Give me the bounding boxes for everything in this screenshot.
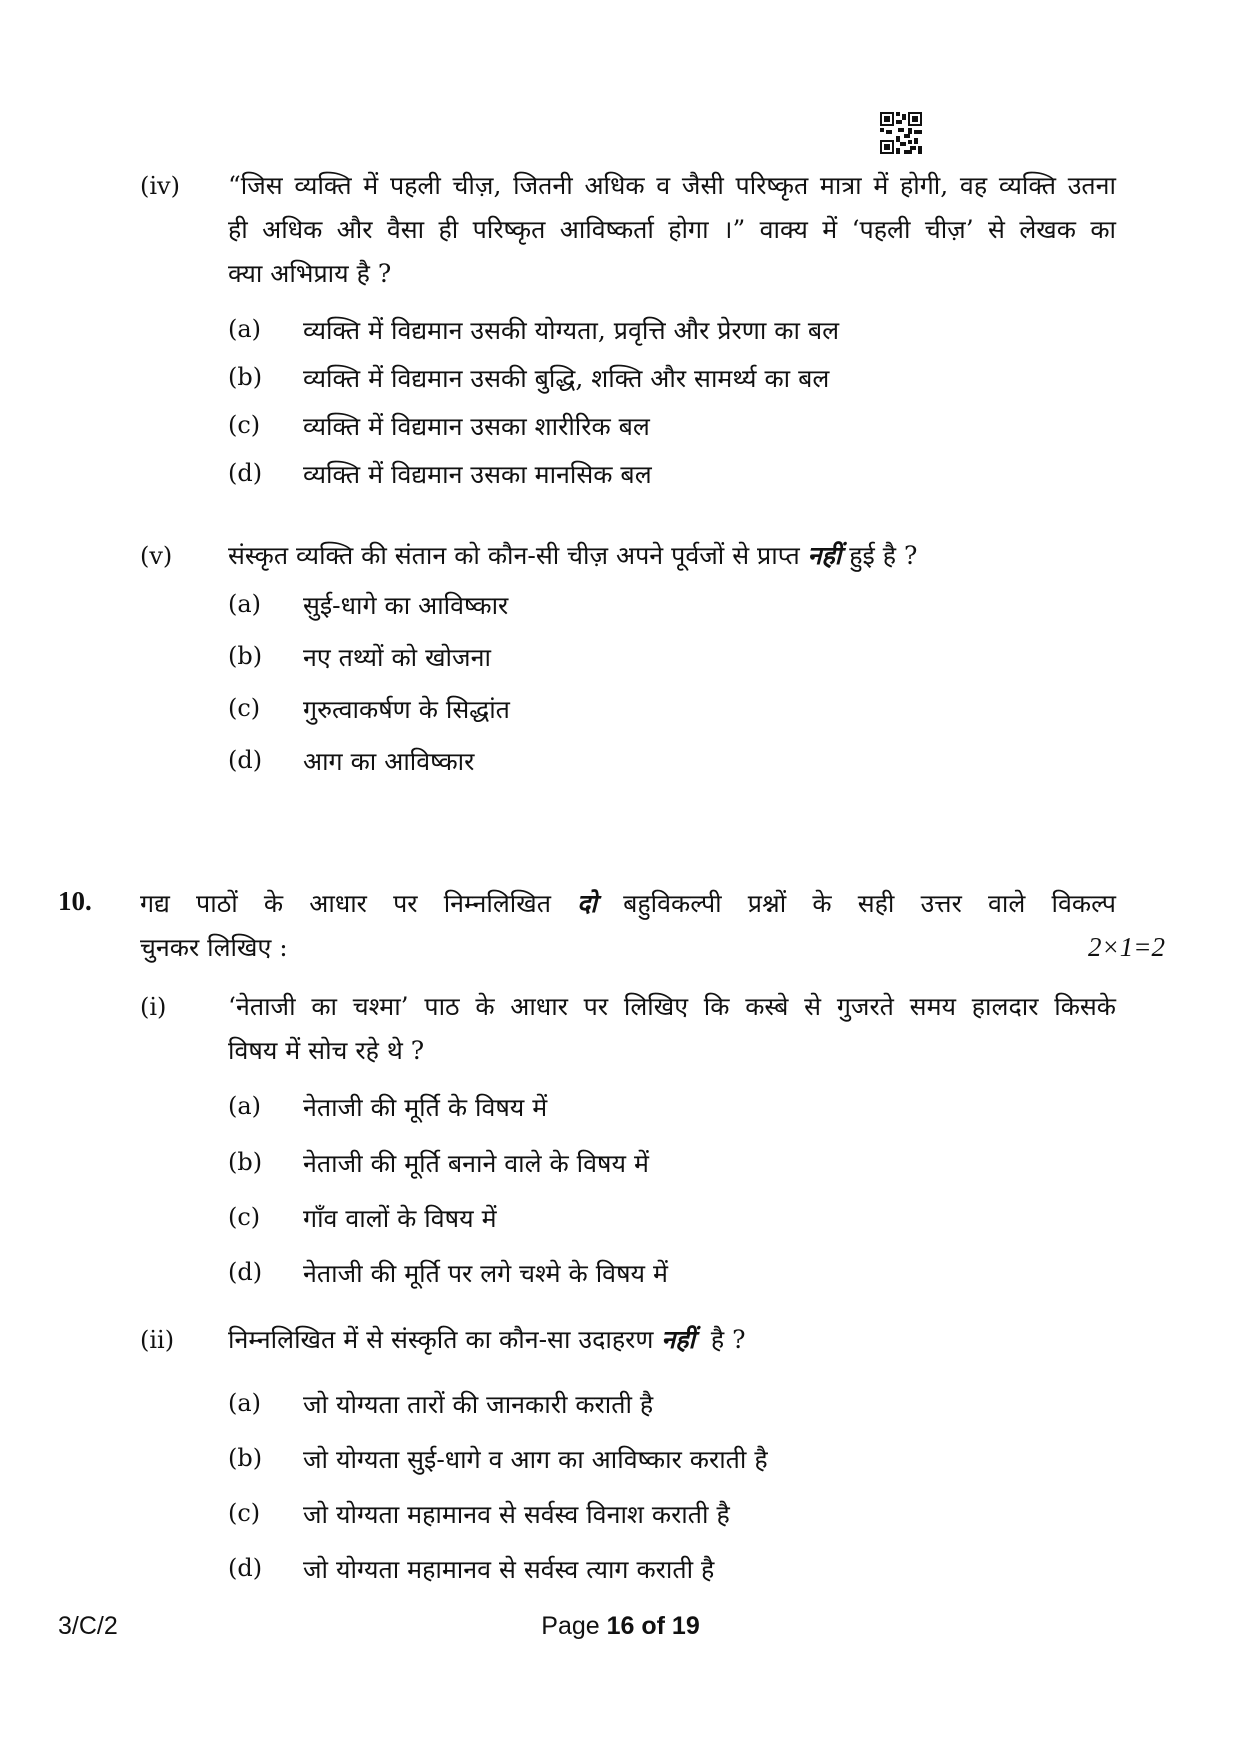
option-label: (c) — [228, 1203, 261, 1231]
emphasis-text: दो — [577, 889, 597, 918]
option-label: (b) — [228, 642, 263, 670]
option-label: (b) — [228, 1148, 263, 1176]
option-text: नेताजी की मूर्ति पर लगे चश्मे के विषय में — [303, 1259, 668, 1288]
option-label: (c) — [228, 694, 261, 722]
option-label: (d) — [228, 1258, 263, 1286]
option-text: गाँव वालों के विषय में — [303, 1204, 497, 1233]
question-text — [228, 534, 1116, 578]
option-text: सुई-धागे का आविष्कार — [303, 591, 509, 620]
option-text: नेताजी की मूर्ति बनाने वाले के विषय में — [303, 1149, 649, 1178]
question-text-part: संस्कृत व्यक्ति की संतान को कौन-सी चीज़ अपने पूर्वजों से प्राप्त — [228, 541, 808, 570]
option-text: नेताजी की मूर्ति के विषय में — [303, 1093, 548, 1122]
emphasis-text: नहीं — [807, 541, 842, 570]
option-label: (c) — [228, 1499, 261, 1527]
question-text — [228, 164, 1116, 296]
question-text-part: बहुविकल्पी प्रश्नों के सही उत्तर वाले विकल्प — [596, 889, 1117, 918]
option-label: (a) — [228, 315, 262, 343]
option-label: (b) — [228, 363, 263, 391]
option-text: व्यक्ति में विद्यमान उसका शारीरिक बल — [303, 412, 650, 441]
option-text: जो योग्यता महामानव से सर्वस्व त्याग कराती है — [303, 1555, 715, 1584]
option-label: (a) — [228, 1092, 262, 1120]
question-line: चुनकर लिखिए : — [140, 933, 288, 962]
option-text: व्यक्ति में विद्यमान उसकी योग्यता, प्रवृत्ति और प्रेरणा का बल — [303, 316, 840, 345]
page-label: Page — [541, 1612, 607, 1640]
question-text-part: है ? — [695, 1325, 746, 1354]
option-label: (d) — [228, 459, 263, 487]
question-line: ‘नेताजी का चश्मा’ पाठ के आधार पर लिखिए कि कस्बे से गुजरते समय हालदार किसके — [228, 992, 1116, 1021]
question-text-part: हुई है ? — [841, 541, 918, 570]
question-line: “जिस व्यक्ति में पहली चीज़, जितनी अधिक व जैसी परिष्कृत मात्रा में होगी, वह व्यक्ति उतना — [228, 171, 1116, 200]
option-text: जो योग्यता सुई-धागे व आग का आविष्कार कराती है — [303, 1445, 768, 1474]
question-text — [228, 985, 1116, 1073]
question-text — [140, 882, 1116, 970]
option-text: जो योग्यता तारों की जानकारी कराती है — [303, 1390, 654, 1419]
subquestion-number: (i) — [140, 993, 167, 1021]
question-line — [140, 882, 1116, 926]
question-line: ही अधिक और वैसा ही परिष्कृत आविष्कर्ता होगा ।” वाक्य में ‘पहली चीज़’ से लेखक का — [228, 215, 1116, 244]
emphasis-text: नहीं — [661, 1325, 695, 1354]
subquestion-number: (iv) — [140, 172, 180, 200]
marks-label: 2×1=2 — [1088, 932, 1165, 962]
page-number — [0, 1612, 1241, 1641]
option-text: व्यक्ति में विद्यमान उसका मानसिक बल — [303, 460, 652, 489]
paper-code: 3/C/2 — [58, 1612, 118, 1640]
current-page: 16 — [606, 1612, 635, 1640]
subquestion-number: (v) — [140, 542, 173, 570]
question-line: क्या अभिप्राय है ? — [228, 259, 392, 288]
option-label: (d) — [228, 746, 263, 774]
option-label: (a) — [228, 1389, 262, 1417]
qr-code-icon — [880, 112, 922, 154]
option-text: नए तथ्यों को खोजना — [303, 643, 491, 672]
option-text: जो योग्यता महामानव से सर्वस्व विनाश कराती है — [303, 1500, 730, 1529]
question-number: 10. — [58, 886, 92, 916]
question-line: विषय में सोच रहे थे ? — [228, 1036, 425, 1065]
question-text — [228, 1318, 1116, 1362]
question-text-part: गद्य पाठों के आधार पर निम्नलिखित — [140, 889, 578, 918]
question-text-part: निम्नलिखित में से संस्कृति का कौन-सा उदाहरण — [228, 1325, 662, 1354]
option-text: गुरुत्वाकर्षण के सिद्धांत — [303, 695, 510, 724]
option-label: (c) — [228, 411, 261, 439]
option-text: व्यक्ति में विद्यमान उसकी बुद्धि, शक्ति और सामर्थ्य का बल — [303, 364, 830, 393]
subquestion-number: (ii) — [140, 1326, 175, 1354]
total-pages: 19 — [671, 1612, 700, 1640]
option-label: (b) — [228, 1444, 263, 1472]
option-text: आग का आविष्कार — [303, 747, 475, 776]
option-label: (d) — [228, 1554, 263, 1582]
option-label: (a) — [228, 590, 262, 618]
page-separator: of — [634, 1612, 672, 1640]
